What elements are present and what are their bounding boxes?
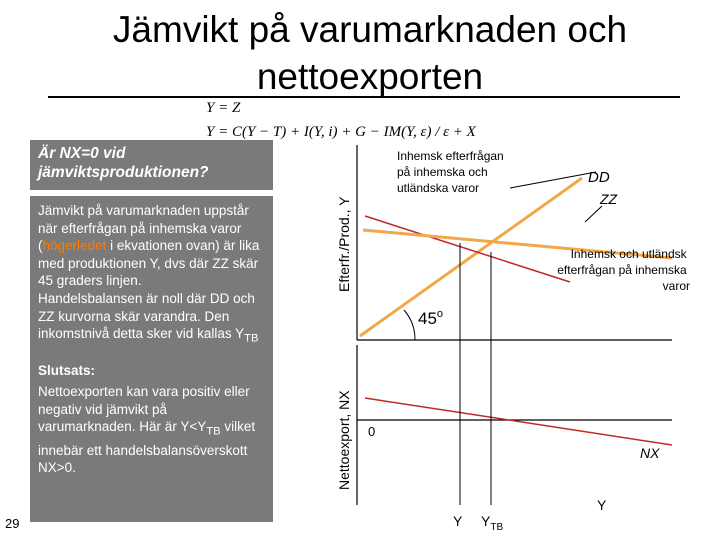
explanation-text: Jämvikt på varumarknaden uppstår när efterfrågan på inhemska varor ( bbox=[38, 203, 249, 254]
label-y-axis-end: Y bbox=[597, 497, 607, 513]
annotation-line: efterfrågan på inhemska bbox=[557, 263, 687, 277]
pointer-zz bbox=[585, 206, 602, 222]
annotation-line: varor bbox=[662, 279, 690, 293]
label-ytb bbox=[481, 513, 503, 533]
subscript-tb: TB bbox=[244, 332, 259, 345]
slide-title-line2: nettoexporten bbox=[256, 56, 484, 97]
slide-title-line1: Jämvikt på varumarknaden och bbox=[112, 9, 628, 50]
label-zero: 0 bbox=[368, 424, 376, 439]
label-45: 45 bbox=[418, 309, 437, 328]
label-dd: DD bbox=[588, 169, 610, 186]
label-ytb-sub: TB bbox=[490, 522, 504, 533]
upper-y-axis-label: Efterfr./Prod., Y bbox=[336, 196, 352, 292]
line-45-degree bbox=[360, 178, 582, 336]
subscript-tb: TB bbox=[206, 425, 221, 438]
line-dd bbox=[365, 216, 570, 282]
conclusion-heading: Slutsats: bbox=[38, 363, 96, 379]
label-ytb-main: Y bbox=[481, 513, 491, 529]
annotation-line: Inhemsk efterfrågan bbox=[397, 149, 504, 163]
label-y: Y bbox=[453, 513, 463, 529]
annotation-line: Inhemsk och utländsk bbox=[570, 247, 687, 261]
equation-equilibrium: Y = Z bbox=[206, 100, 241, 116]
line-nx bbox=[365, 398, 672, 445]
question-text: Är NX=0 vid jämviktsproduktionen? bbox=[38, 145, 209, 181]
highlight-text: högerledet bbox=[42, 238, 107, 254]
label-zz: ZZ bbox=[600, 191, 618, 207]
annotation-line: på inhemska och bbox=[397, 165, 488, 179]
lower-y-axis-label: Nettoexport, NX bbox=[336, 390, 352, 490]
label-nx: NX bbox=[640, 445, 660, 461]
pointer-dd bbox=[510, 172, 596, 188]
conclusion-text: vilket innebär ett handelsbalansöverskott NX>0. bbox=[38, 419, 256, 476]
conclusion-text: Nettoexporten kan vara positiv eller negativ vid jämvikt på varumarknaden. Här är Y<Y bbox=[38, 384, 250, 435]
slide-number: 29 bbox=[5, 516, 20, 531]
annotation-domestic-demand bbox=[397, 149, 507, 195]
explanation-text: Handelsbalansen är noll där DD och ZZ kurvorna skär varandra. Den inkomstnivå detta sker vid kallas Y bbox=[38, 290, 255, 342]
annotation-line: utländska varor bbox=[397, 181, 480, 195]
label-45-degrees bbox=[418, 308, 443, 328]
annotation-total-demand bbox=[557, 247, 690, 293]
equation-demand: Y = C(Y − T) + I(Y, i) + G − IM(Y, ε) / ε + X bbox=[206, 124, 476, 140]
angle-arc-45 bbox=[404, 310, 415, 340]
explanation-text: i ekvationen ovan) är lika med produktionen Y, dvs där ZZ skär 45 graders linjen. bbox=[38, 238, 260, 289]
label-degree: o bbox=[436, 308, 444, 320]
